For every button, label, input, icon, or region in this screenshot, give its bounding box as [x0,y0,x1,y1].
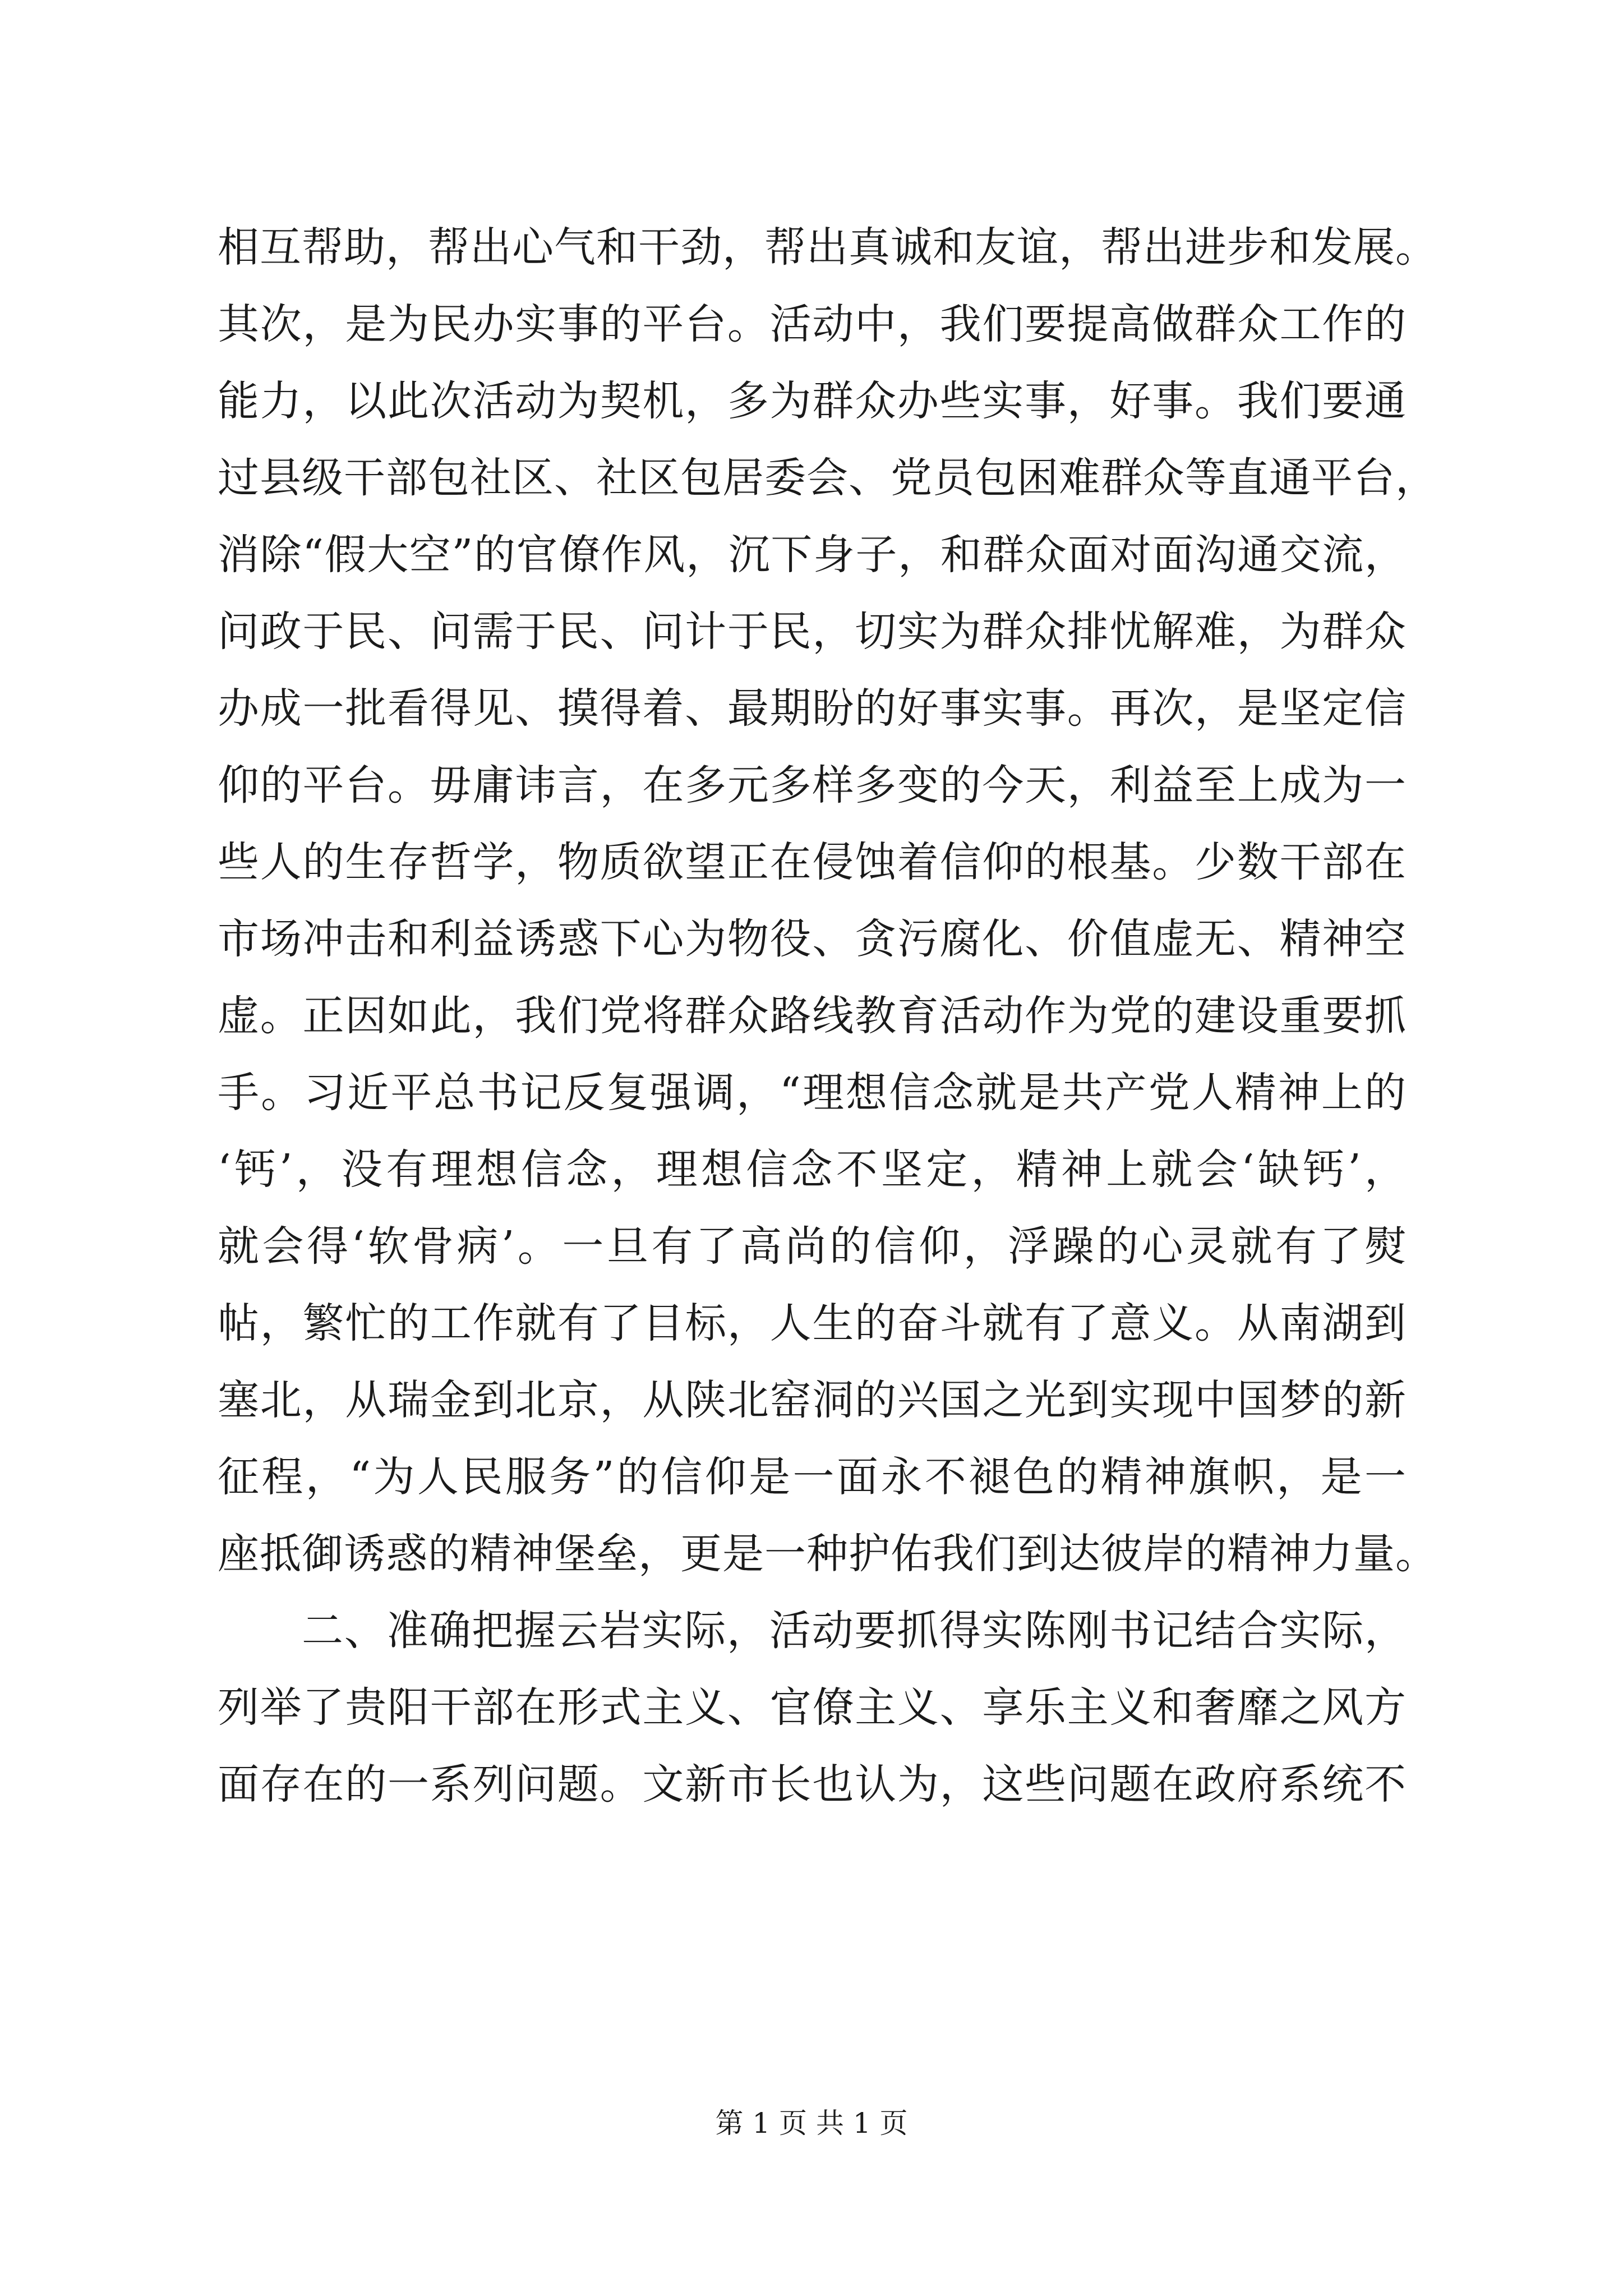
page-footer: 第 1 页 共 1 页 [715,2107,908,2139]
text-line-2: 其次，是为民办实事的平台。活动中，我们要提高做群众工作的 [218,300,1407,348]
text-line-6: 问政于民、问需于民、问计于民，切实为群众排忧解难，为群众 [218,608,1407,656]
text-line-15: 帖，繁忙的工作就有了目标，人生的奋斗就有了意义。从南湖到 [218,1299,1407,1347]
text-line-11: 虚。正因如此，我们党将群众路线教育活动作为党的建设重要抓 [218,992,1407,1040]
text-line-18: 座抵御诱惑的精神堡垒，更是一种护佑我们到达彼岸的精神力量。 [218,1530,1437,1578]
text-line-7: 办成一批看得见、摸得着、最期盼的好事实事。再次，是坚定信 [218,684,1407,733]
text-line-5: 消除“假大空”的官僚作风，沉下身子，和群众面对面沟通交流， [218,531,1407,579]
text-line-12: 手。习近平总书记反复强调，“理想信念就是共产党人精神上的 [218,1069,1407,1117]
text-line-14: 就会得‘软骨病’。一旦有了高尚的信仰，浮躁的心灵就有了熨 [218,1222,1407,1271]
text-line-10: 市场冲击和利益诱惑下心为物役、贪污腐化、价值虚无、精神空 [218,915,1407,963]
text-line-17: 征程，“为人民服务”的信仰是一面永不褪色的精神旗帜，是一 [218,1453,1407,1501]
text-line-9: 些人的生存哲学，物质欲望正在侵蚀着信仰的根基。少数干部在 [218,838,1407,886]
text-line-13: ‘钙’，没有理想信念，理想信念不坚定，精神上就会‘缺钙’， [218,1145,1407,1194]
text-line-3: 能力，以此次活动为契机，多为群众办些实事，好事。我们要通 [218,377,1407,425]
text-line-16: 塞北，从瑞金到北京，从陕北窑洞的兴国之光到实现中国梦的新 [218,1376,1407,1424]
text-line-8: 仰的平台。毋庸讳言，在多元多样多变的今天，利益至上成为一 [218,761,1407,809]
text-line-1: 相互帮助，帮出心气和干劲，帮出真诚和友谊，帮出进步和发展。 [218,223,1437,272]
text-line-21: 面存在的一系列问题。文新市长也认为，这些问题在政府系统不 [218,1760,1407,1809]
text-line-20: 列举了贵阳干部在形式主义、官僚主义、享乐主义和奢靡之风方 [218,1683,1407,1732]
text-line-19: 二、准确把握云岩实际，活动要抓得实陈刚书记结合实际， [302,1607,1407,1655]
text-line-4: 过县级干部包社区、社区包居委会、党员包困难群众等直通平台， [218,454,1437,502]
